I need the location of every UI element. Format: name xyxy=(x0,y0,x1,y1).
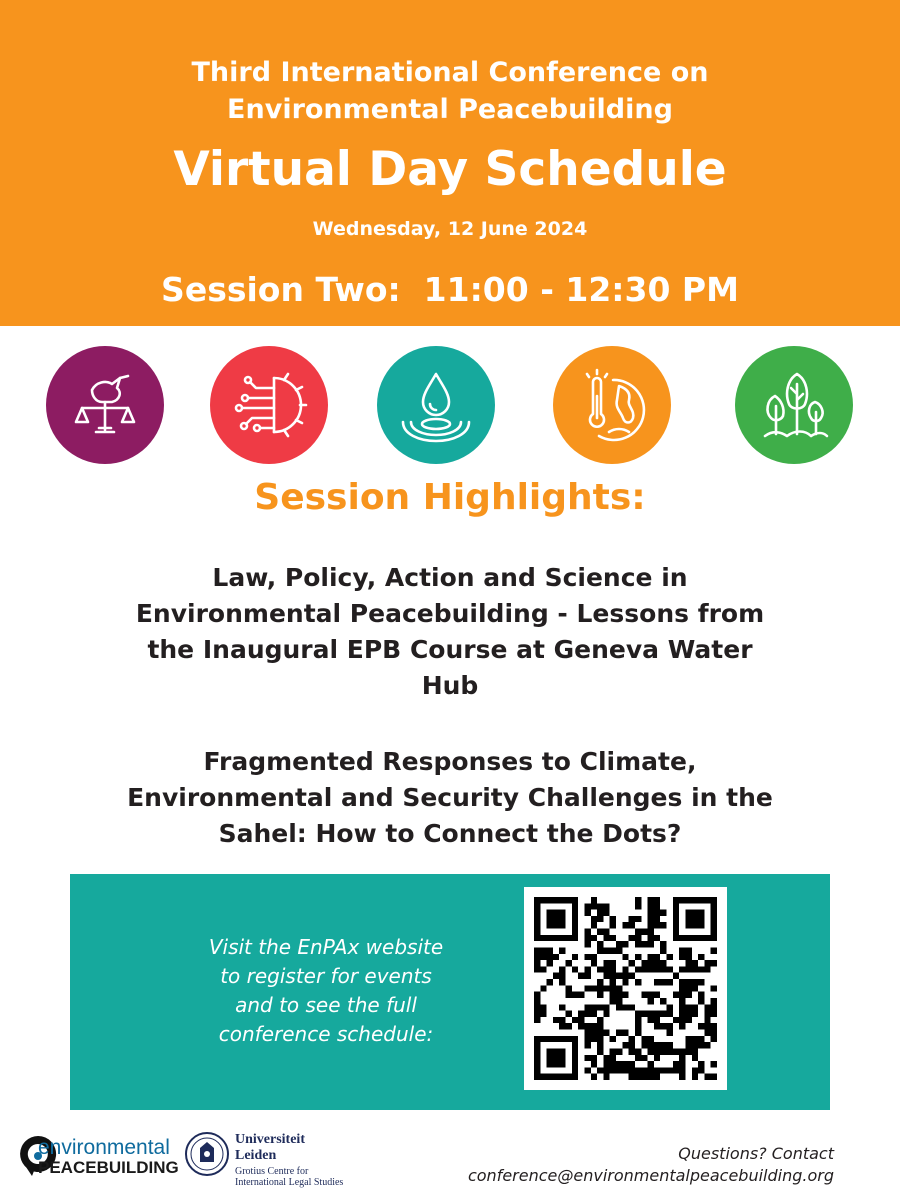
topic1-line2: Environmental Peacebuilding - Lessons from xyxy=(135,599,765,628)
epb-logo-text-bottom: PEACEBUILDING xyxy=(38,1158,179,1177)
trees-icon xyxy=(735,346,853,464)
leiden-sub-line2: International Legal Studies xyxy=(235,1177,344,1188)
qr-code[interactable] xyxy=(524,887,727,1090)
register-text xyxy=(176,933,476,1049)
topic1-line3: the Inaugural EPB Course at Geneva Water xyxy=(147,635,753,664)
conference-title-line1: Third International Conference on xyxy=(191,57,709,88)
event-date: Wednesday, 12 June 2024 xyxy=(312,218,588,240)
header-banner xyxy=(0,0,900,326)
topic2-line3: Sahel: How to Connect the Dots? xyxy=(218,819,682,848)
conference-title-line2: Environmental Peacebuilding xyxy=(227,94,673,125)
leiden-line1: Universiteit xyxy=(235,1132,305,1147)
water-drop-icon xyxy=(377,346,495,464)
contact-email-link[interactable]: conference@environmentalpeacebuilding.org xyxy=(467,1166,834,1185)
session-time: Session Two: 11:00 - 12:30 PM xyxy=(161,270,739,309)
leiden-logo-text xyxy=(235,1132,305,1164)
dove-scales-icon xyxy=(46,346,164,464)
qr-code-icon xyxy=(534,897,717,1080)
register-line3: and to see the full xyxy=(235,993,417,1017)
epb-logo-text-top: environmental xyxy=(38,1136,170,1159)
conference-title xyxy=(0,54,900,128)
leiden-seal-icon xyxy=(184,1128,230,1180)
circuit-gear-icon xyxy=(210,346,328,464)
topic2-line2: Environmental and Security Challenges in the xyxy=(127,783,773,812)
thermometer-globe-icon xyxy=(553,346,671,464)
register-line1: Visit the EnPAx website xyxy=(208,935,444,959)
leiden-sub-line1: Grotius Centre for xyxy=(235,1166,309,1177)
topic-law-policy xyxy=(40,560,860,704)
contact-info xyxy=(468,1143,834,1187)
topic2-line1: Fragmented Responses to Climate, xyxy=(203,747,697,776)
highlights-title: Session Highlights: xyxy=(254,477,646,518)
leiden-line2: Leiden xyxy=(235,1148,277,1163)
schedule-title: Virtual Day Schedule xyxy=(173,142,727,197)
topic1-line4: Hub xyxy=(421,671,479,700)
contact-label: Questions? Contact xyxy=(678,1144,834,1163)
topic1-line1: Law, Policy, Action and Science in xyxy=(212,563,688,592)
register-line4: conference schedule: xyxy=(218,1022,434,1046)
topic-fragmented-responses xyxy=(40,744,860,852)
register-line2: to register for events xyxy=(220,964,432,988)
leiden-subtitle xyxy=(235,1166,343,1188)
